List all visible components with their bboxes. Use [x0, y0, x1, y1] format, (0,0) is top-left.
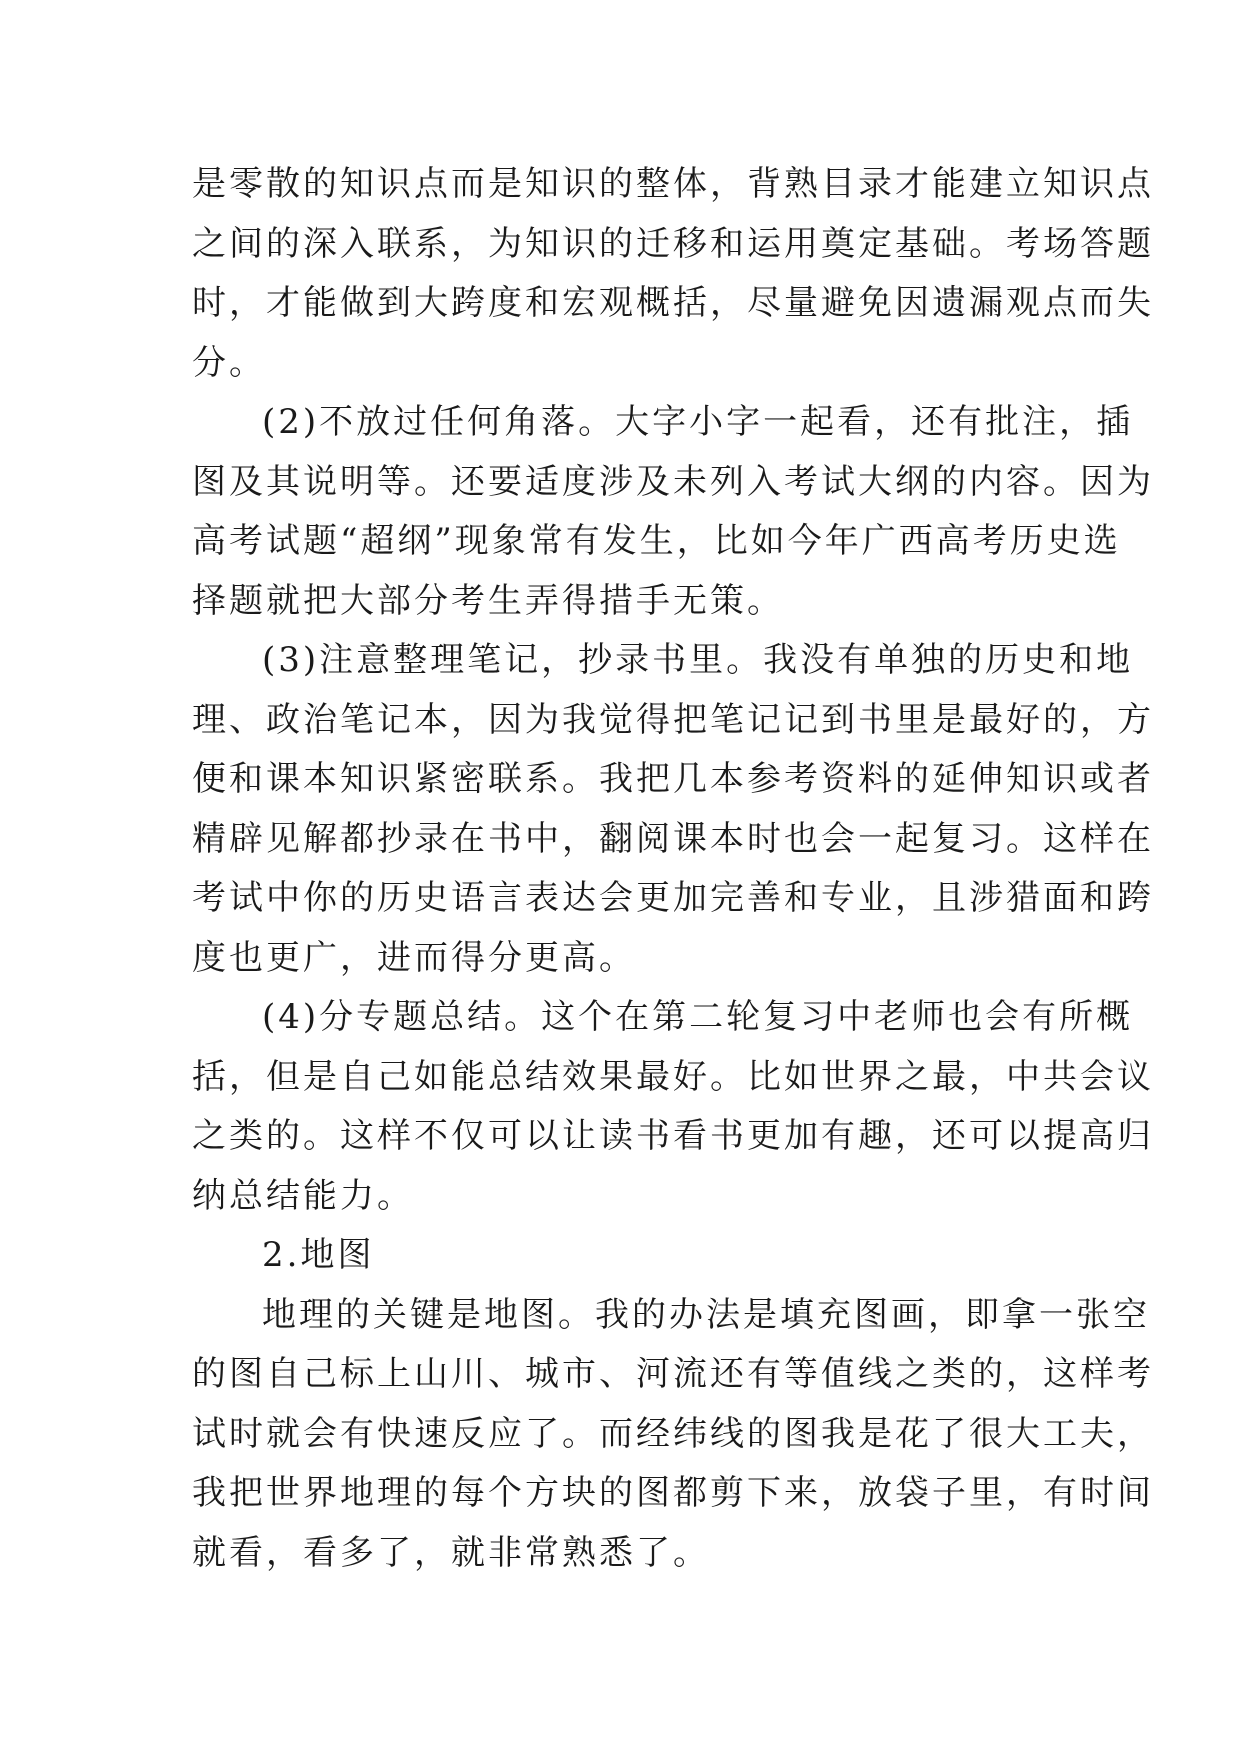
text-line: 2.地图 — [262, 1235, 375, 1275]
text-line: 理、政治笔记本，因为我觉得把笔记记到书里是最好的，方 — [192, 699, 1154, 740]
text-line: 的图自己标上山川、城市、河流还有等值线之类的，这样考 — [192, 1354, 1154, 1394]
text-line: 之间的深入联系，为知识的迁移和运用奠定基础。考场答题 — [192, 223, 1154, 264]
text-line: 图及其说明等。还要适度涉及未列入考试大纲的内容。因为 — [192, 461, 1154, 502]
text-line: (4)分专题总结。这个在第二轮复习中老师也会有所概 — [262, 997, 1134, 1037]
text-line: 便和课本知识紧密联系。我把几本参考资料的延伸知识或者 — [192, 759, 1154, 799]
text-line: 度也更广，进而得分更高。 — [192, 937, 636, 978]
text-line: 高考试题“超纲”现象常有发生，比如今年广西高考历史选 — [192, 521, 1121, 561]
text-line: 精辟见解都抄录在书中，翻阅课本时也会一起复习。这样在 — [192, 818, 1154, 859]
text-line: (2)不放过任何角落。大字小字一起看，还有批注，插 — [262, 402, 1134, 442]
body-text — [192, 155, 1154, 1583]
text-line: 择题就把大部分考生弄得措手无策。 — [192, 580, 784, 621]
text-line: 之类的。这样不仅可以让读书看书更加有趣，还可以提高归 — [192, 1116, 1154, 1156]
text-line: 是零散的知识点而是知识的整体，背熟目录才能建立知识点 — [192, 164, 1154, 204]
text-line: 我把世界地理的每个方块的图都剪下来，放袋子里，有时间 — [192, 1473, 1154, 1513]
text-line: 就看，看多了，就非常熟悉了。 — [192, 1532, 710, 1573]
text-line: 括，但是自己如能总结效果最好。比如世界之最，中共会议 — [192, 1056, 1154, 1097]
text-line: 地理的关键是地图。我的办法是填充图画，即拿一张空 — [262, 1294, 1150, 1335]
text-line: 纳总结能力。 — [192, 1175, 414, 1216]
text-line: 分。 — [192, 342, 266, 383]
text-line: 考试中你的历史语言表达会更加完善和专业，且涉猎面和跨 — [192, 878, 1154, 918]
text-line: 时，才能做到大跨度和宏观概括，尽量避免因遗漏观点而失 — [192, 283, 1154, 323]
text-line: 试时就会有快速反应了。而经纬线的图我是花了很大工夫， — [192, 1413, 1154, 1454]
text-line: (3)注意整理笔记，抄录书里。我没有单独的历史和地 — [262, 640, 1134, 680]
